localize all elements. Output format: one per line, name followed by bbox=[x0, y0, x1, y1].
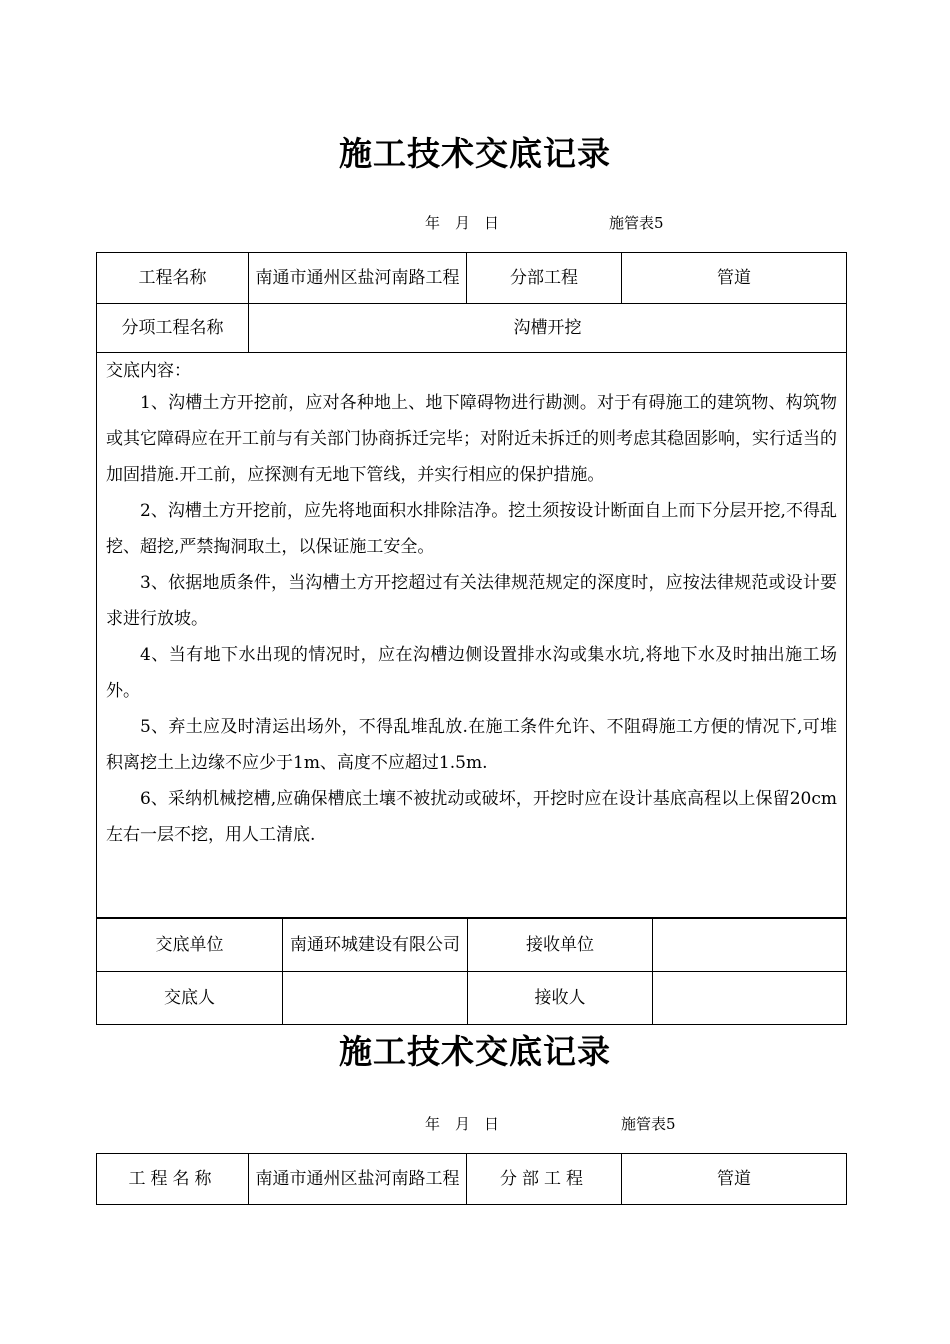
content-paragraph-1: 1、沟槽土方开挖前，应对各种地上、地下障碍物进行勘测。对于有碍施工的建筑物、构筑物或其它障碍应在开工前与有关部门协商拆迁完毕；对附近未拆迁的则考虑其稳固影响，实行适当的加固措施.开工前，应探测有无地下管线，并实行相应的保护措施。 bbox=[106, 393, 837, 485]
content-paragraph-4: 4、当有地下水出现的情况时，应在沟槽边侧设置排水沟或集水坑,将地下水及时抽出施工场外。 bbox=[106, 645, 837, 701]
content-paragraph-5: 5、弃土应及时清运出场外，不得乱堆乱放.在施工条件允许、不阻碍施工方便的情况下,可堆积离挖土上边缘不应少于1m、高度不应超过1.5m. bbox=[106, 717, 837, 773]
record2-date-year: 年 bbox=[425, 1115, 441, 1133]
receiver-value bbox=[653, 972, 847, 1025]
handover-unit-label: 交底单位 bbox=[97, 918, 283, 972]
project-name-label: 工程名称 bbox=[97, 253, 249, 304]
record2-division-label: 分部工程 bbox=[467, 1154, 622, 1205]
content-paragraph-2: 2、沟槽土方开挖前，应先将地面积水排除洁净。挖土须按设计断面自上而下分层开挖,不得乱挖、超挖,严禁掏洞取土，以保证施工安全。 bbox=[106, 501, 837, 557]
record2-project-name-label: 工程名称 bbox=[97, 1154, 249, 1205]
receiver-label: 接收人 bbox=[468, 972, 653, 1025]
record2-title: 施工技术交底记录 bbox=[339, 1032, 611, 1071]
division-label: 分部工程 bbox=[467, 253, 622, 304]
content-paragraph-6: 6、采纳机械挖槽,应确保槽底土壤不被扰动或破坏，开挖时应在设计基底高程以上保留20cm左右一层不挖，用人工清底. bbox=[106, 789, 837, 845]
subitem-value: 沟槽开挖 bbox=[249, 304, 847, 353]
handover-person-label: 交底人 bbox=[97, 972, 283, 1025]
record1-header-table bbox=[96, 252, 847, 919]
receiving-unit-value bbox=[653, 918, 847, 972]
handover-content-cell bbox=[97, 353, 847, 919]
handover-unit-value: 南通环城建设有限公司 bbox=[283, 918, 468, 972]
division-value: 管道 bbox=[622, 253, 847, 304]
project-name-value: 南通市通州区盐河南路工程 bbox=[249, 253, 467, 304]
handover-content-label: 交底内容： bbox=[106, 361, 191, 381]
receiving-unit-label: 接收单位 bbox=[468, 918, 653, 972]
record2-form-number: 施管表5 bbox=[621, 1115, 676, 1133]
record2-division-value: 管道 bbox=[622, 1154, 847, 1205]
handover-person-value bbox=[283, 972, 468, 1025]
record2-date-day: 日 bbox=[484, 1115, 500, 1133]
subitem-label: 分项工程名称 bbox=[97, 304, 249, 353]
record1-signature-table bbox=[96, 917, 847, 1025]
record1-form-number: 施管表5 bbox=[609, 214, 664, 232]
record1-date-month: 月 bbox=[455, 214, 471, 232]
record2-date-month: 月 bbox=[455, 1115, 471, 1133]
record1-title: 施工技术交底记录 bbox=[339, 134, 611, 173]
record2-header-table bbox=[96, 1153, 847, 1205]
record1-date-year: 年 bbox=[425, 214, 441, 232]
content-paragraph-3: 3、依据地质条件，当沟槽土方开挖超过有关法律规范规定的深度时，应按法律规范或设计要求进行放坡。 bbox=[106, 573, 837, 629]
record1-date-day: 日 bbox=[484, 214, 500, 232]
record2-project-name-value: 南通市通州区盐河南路工程 bbox=[249, 1154, 467, 1205]
